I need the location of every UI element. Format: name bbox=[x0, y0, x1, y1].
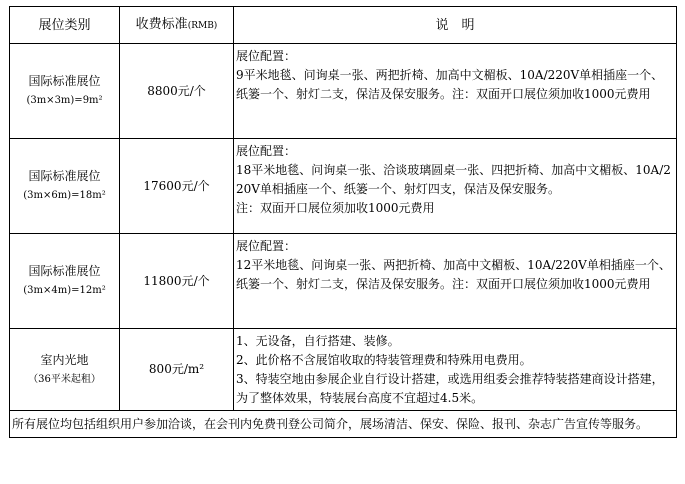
booth-type-size: (3m×4m)=12m² bbox=[23, 285, 106, 296]
booth-description bbox=[234, 139, 677, 234]
booth-type-cell bbox=[10, 234, 120, 329]
booth-fee-table bbox=[9, 6, 677, 438]
table-row bbox=[10, 234, 677, 329]
description-line: 注：双面开口展位须加收1000元费用 bbox=[236, 201, 435, 215]
booth-price: 800元/m² bbox=[120, 329, 234, 411]
booth-type-name: 国际标准展位 bbox=[28, 264, 101, 278]
description-line: 展位配置： bbox=[236, 49, 297, 63]
header-booth-type: 展位类别 bbox=[10, 7, 120, 44]
header-fee-standard bbox=[120, 7, 234, 44]
header-fee-label: 收费标准 bbox=[135, 16, 188, 32]
booth-type-cell bbox=[10, 329, 120, 411]
booth-description bbox=[234, 234, 677, 329]
booth-type-cell bbox=[10, 44, 120, 139]
booth-type-size: (3m×6m)=18m² bbox=[23, 190, 106, 201]
description-line: 展位配置： bbox=[236, 239, 297, 253]
booth-description bbox=[234, 44, 677, 139]
header-description: 说 明 bbox=[234, 7, 677, 44]
description-line: 12平米地毯、问询桌一张、两把折椅、加高中文楣板、10A/220V单相插座一个、纸篓一个、射灯二支，保洁及保安服务。注：双面开口展位须加收1000元费用 bbox=[236, 258, 671, 291]
booth-type-name: 国际标准展位 bbox=[28, 169, 101, 183]
description-line: 展位配置： bbox=[236, 144, 297, 158]
footer-row bbox=[10, 411, 677, 438]
description-line: 18平米地毯、问询桌一张、洽谈玻璃圆桌一张、四把折椅、加高中文楣板、10A/220V单相插座一个、纸篓一个、射灯四支，保洁及保安服务。 bbox=[236, 163, 671, 196]
booth-type-size: （36平米起租） bbox=[28, 373, 101, 385]
booth-price: 17600元/个 bbox=[120, 139, 234, 234]
header-fee-unit: (RMB) bbox=[187, 20, 218, 31]
booth-type-name: 室内光地 bbox=[40, 352, 89, 367]
header-row bbox=[10, 7, 677, 44]
description-line: 1、无设备，自行搭建、装修。 bbox=[236, 334, 400, 348]
table-row bbox=[10, 329, 677, 411]
booth-type-size: (3m×3m)=9m² bbox=[26, 95, 103, 106]
description-line: 9平米地毯、问询桌一张、两把折椅、加高中文楣板、10A/220V单相插座一个、纸篓一个、射灯二支，保洁及保安服务。注：双面开口展位须加收1000元费用 bbox=[236, 68, 664, 101]
booth-price: 11800元/个 bbox=[120, 234, 234, 329]
booth-fee-document bbox=[9, 6, 676, 438]
booth-type-cell bbox=[10, 139, 120, 234]
footer-note: 所有展位均包括组织用户参加洽谈，在会刊内免费刊登公司简介，展场清洁、保安、保险、报刊、杂志广告宣传等服务。 bbox=[10, 411, 677, 438]
table-row bbox=[10, 44, 677, 139]
table-row bbox=[10, 139, 677, 234]
description-line: 2、此价格不含展馆收取的特装管理费和特殊用电费用。 bbox=[236, 353, 532, 367]
booth-description bbox=[234, 329, 677, 411]
description-line: 3、特装空地由参展企业自行设计搭建，或选用组委会推荐特装搭建商设计搭建，为了整体效果，特装展台高度不宜超过4.5米。 bbox=[236, 372, 664, 405]
booth-price: 8800元/个 bbox=[120, 44, 234, 139]
booth-type-name: 国际标准展位 bbox=[28, 74, 101, 88]
